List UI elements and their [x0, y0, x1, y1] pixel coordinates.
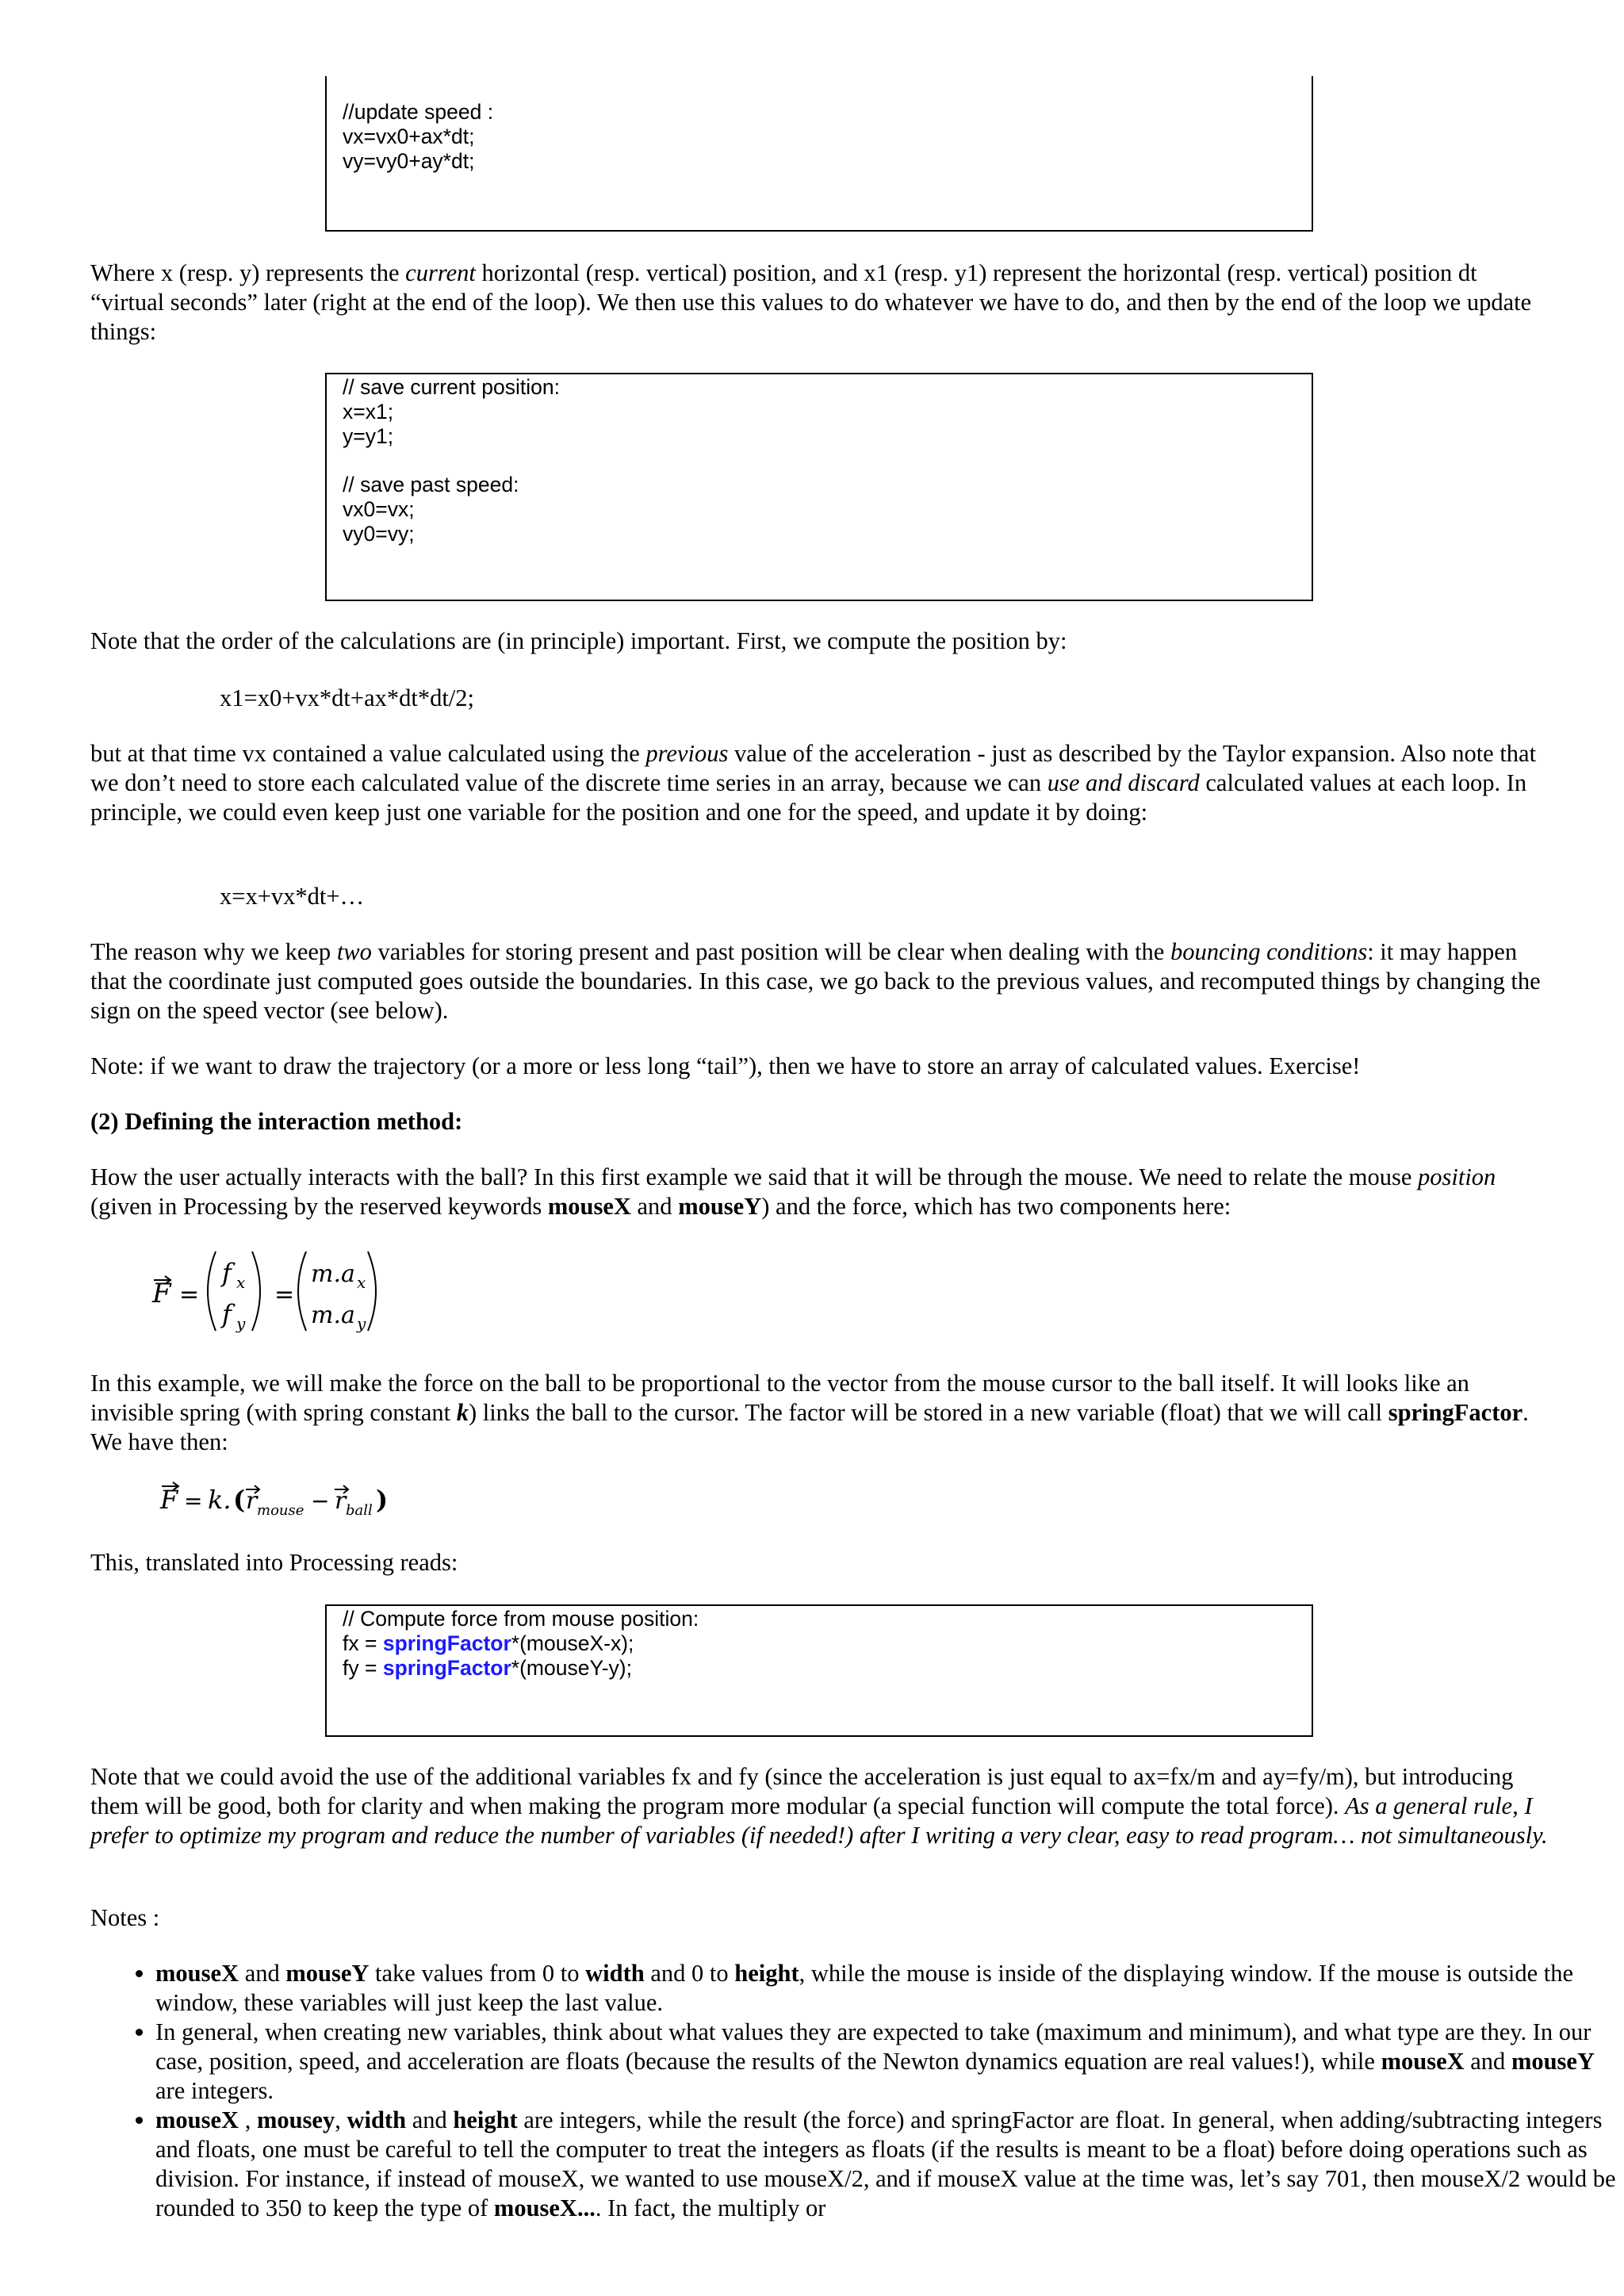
equation-spring — [159, 1477, 412, 1524]
list-item: • In general, when creating new variables, think about what values they are expected to take (maximum and minimum), and what type are they. In our case, position, speed, and acceleration are floats (because the results of the Newton dynamics equation are real values!), while mouseX and mouseY are integers. — [155, 2018, 1616, 2106]
code-comment: // save past speed: — [343, 473, 519, 496]
svg-text:y: y — [357, 1314, 366, 1333]
svg-text:r: r — [246, 1487, 258, 1515]
code-line: fy = springFactor*(mouseY-y); — [343, 1656, 632, 1680]
svg-text:f: f — [222, 1258, 232, 1288]
paragraph-avoid: Note that we could avoid the use of the additional variables fx and fy (since the acceleration is just equal to ax=fx/m and ay=fy/m), but introducing them will be good, both for clarity and when making the program more modular (a special function will compute the total force). As a general rule, I prefer to optimize my program and reduce the number of variables (if needed!) after I writing a very clear, easy to read program… not simultaneously. — [90, 1763, 1548, 1849]
equation-position: x1=x0+vx*dt+ax*dt*dt/2; — [220, 684, 475, 711]
svg-text:m.a: m.a — [311, 1301, 355, 1329]
code-line: vx=vx0+ax*dt; — [343, 125, 475, 148]
svg-text:x: x — [236, 1273, 246, 1292]
paragraph-but: but at that time vx contained a value calculated using the previous value of the acceleration - just as described by the Taylor expansion. Also note that we don’t need to store each calculated value of the discrete time series in an array, because we can use and discard calculated values at each loop. In principle, we could even keep just one variable for the position and one for the speed, and update it by doing: — [90, 740, 1537, 826]
svg-text:): ) — [376, 1485, 389, 1515]
svg-text:k.: k. — [208, 1485, 232, 1515]
svg-text:mouse: mouse — [257, 1502, 304, 1519]
equation-update: x=x+vx*dt+… — [220, 883, 365, 910]
code-line: vy=vy0+ay*dt; — [343, 149, 475, 173]
code-box-force — [325, 1604, 1313, 1737]
paragraph-example: In this example, we will make the force on the ball to be proportional to the vector from the mouse cursor to the ball itself. It will looks like an invisible spring (with spring constant k) links the ball to the cursor. The factor will be stored in a new variable (float) that we will call springFactor. We have then: — [90, 1370, 1529, 1455]
svg-text:=: = — [274, 1281, 295, 1309]
svg-text:r: r — [335, 1487, 347, 1515]
paragraph-note-trajectory: Note: if we want to draw the trajectory (or a more or less long “tail”), then we have to store an array of calculated values. Exercise! — [90, 1052, 1361, 1079]
code-line: vx0=vx; — [343, 497, 415, 521]
paragraph-translated: This, translated into Processing reads: — [90, 1549, 458, 1576]
code-line: y=y1; — [343, 424, 394, 448]
notes-label: Notes : — [90, 1904, 160, 1931]
svg-text:f: f — [222, 1299, 232, 1329]
section-heading: (2) Defining the interaction method: — [90, 1108, 463, 1135]
paragraph-where: Where x (resp. y) represents the current horizontal (resp. vertical) position, and x1 (resp. y1) represent the horizontal (resp. vertical) position dt “virtual seconds” later (right at the end of the loop). We then use this values to do whatever we have to do, and then by the end of the loop we update things: — [90, 259, 1532, 345]
svg-text:x: x — [357, 1273, 366, 1292]
svg-text:=: = — [184, 1488, 203, 1514]
eq-lhs: F — [152, 1278, 171, 1309]
code-box-update-speed — [325, 76, 1313, 232]
svg-text:−: − — [311, 1488, 330, 1514]
svg-text:m.a: m.a — [311, 1260, 355, 1288]
code-line: x=x1; — [343, 400, 394, 424]
svg-text:y: y — [236, 1314, 246, 1333]
svg-text:ball: ball — [346, 1502, 373, 1519]
paragraph-order: Note that the order of the calculations are (in principle) important. First, we compute the position by: — [90, 627, 1067, 654]
svg-text:=: = — [179, 1281, 200, 1309]
code-comment: //update speed : — [343, 100, 494, 124]
list-item: • mouseX , mousey, width and height are integers, while the result (the force) and springFactor are float. In general, when adding/subtracting integers and floats, one must be careful to tell the computer to treat the integers as floats (if the results is meant to be a float) before doing operations such as division. For instance, if instead of mouseX, we wanted to use mouseX/2, and if mouseX value at the time was, let’s say 701, then mouseX/2 would be rounded to 350 to keep the type of mouseX.... In fact, the multiply or — [155, 2106, 1616, 2223]
paragraph-how: How the user actually interacts with the ball? In this first example we said that it will be through the mouse. We need to relate the mouse position (given in Processing by the reserved keywords mouseX and mouseY) and the force, which has two components here: — [90, 1163, 1496, 1220]
code-comment: // Compute force from mouse position: — [343, 1607, 699, 1631]
equation-force-vector — [151, 1245, 381, 1340]
list-item: • mouseX and mouseY take values from 0 to width and 0 to height, while the mouse is inside of the displaying window. If the mouse is outside the window, these variables will just keep the last value. — [155, 1959, 1616, 2018]
code-line: fx = springFactor*(mouseX-x); — [343, 1631, 634, 1655]
svg-text:F: F — [160, 1485, 178, 1515]
notes-list — [90, 1959, 1616, 2223]
paragraph-reason: The reason why we keep two variables for storing present and past position will be clear when dealing with the bouncing conditions: it may happen that the coordinate just computed goes outside the boundaries. In this case, we go back to the previous values, and recomputed things by changing the sign on the speed vector (see below). — [90, 938, 1541, 1024]
code-line: vy0=vy; — [343, 522, 415, 546]
code-comment: // save current position: — [343, 375, 560, 399]
code-box-save — [325, 373, 1313, 601]
svg-text:(: ( — [233, 1485, 246, 1515]
